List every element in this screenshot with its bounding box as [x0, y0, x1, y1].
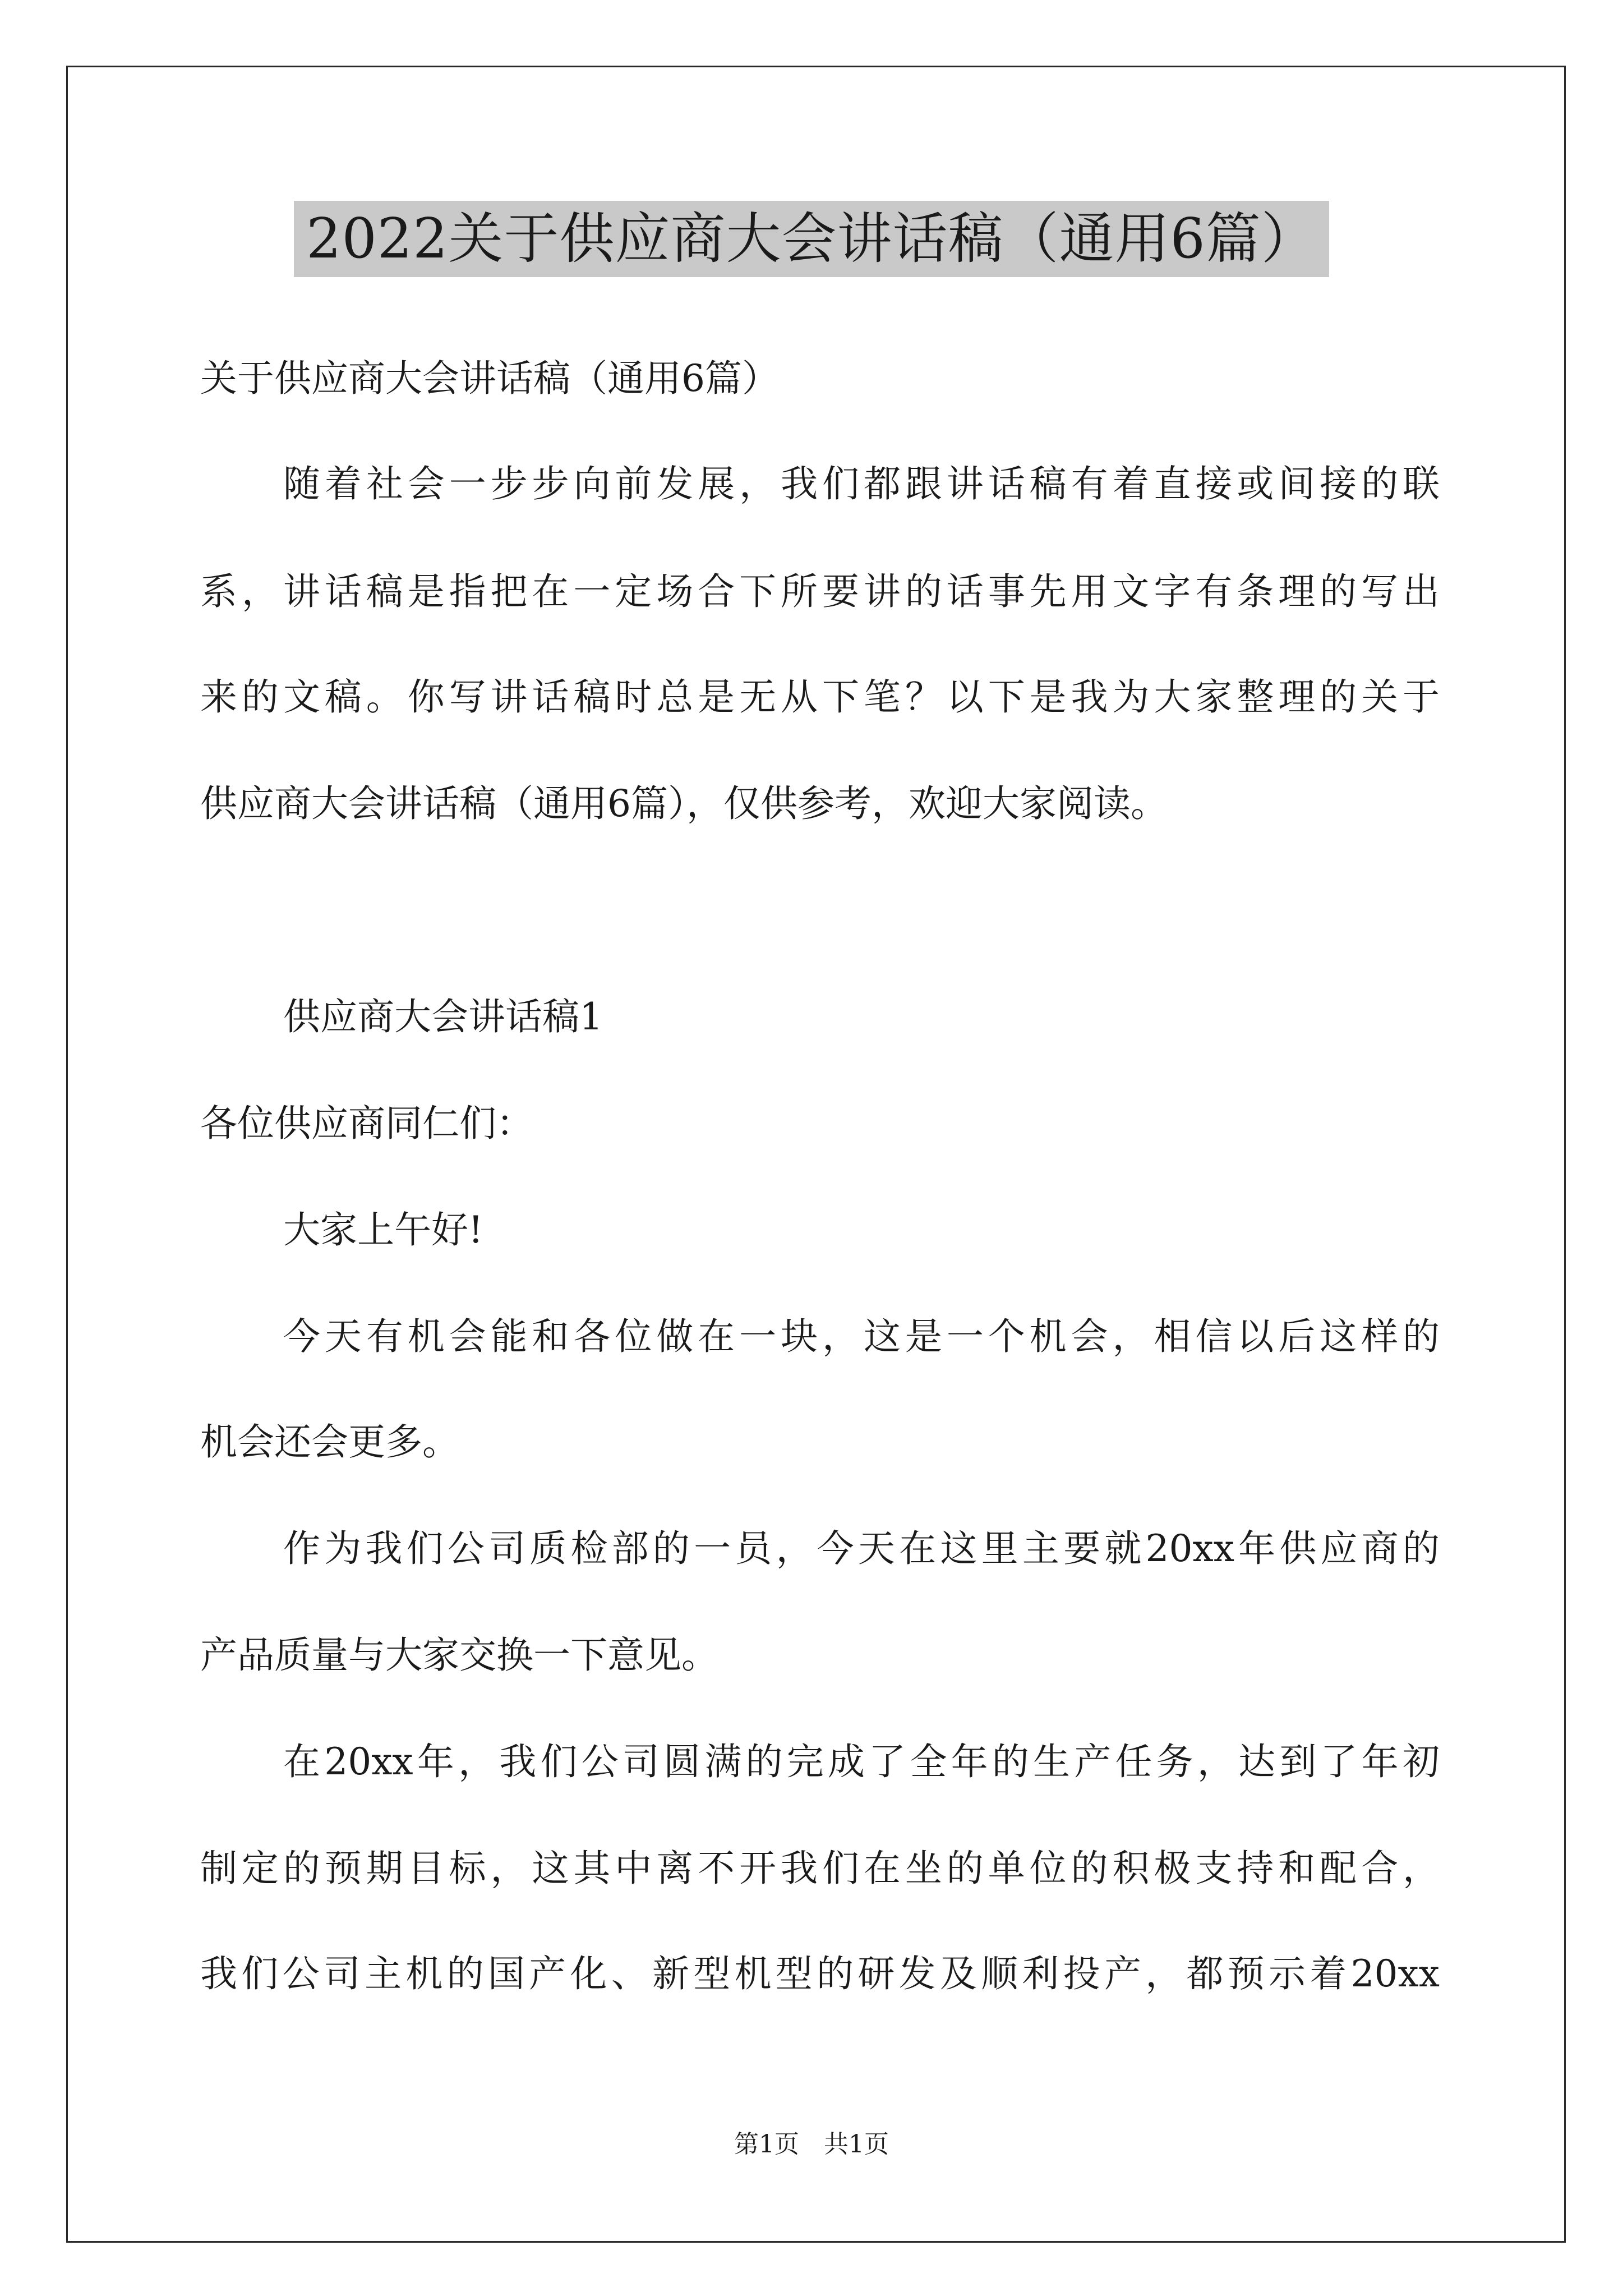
paragraph-line: 机会还会更多。 [200, 1420, 459, 1464]
intro-line: 系，讲话稿是指把在一定场合下所要讲的话事先用文字有条理的写出 [200, 570, 1440, 613]
document-title: 2022关于供应商大会讲话稿（通用6篇） [294, 201, 1329, 277]
intro-line: 来的文稿。你写讲话稿时总是无从下笔？以下是我为大家整理的关于 [200, 675, 1440, 719]
paragraph-line: 在20xx年，我们公司圆满的完成了全年的生产任务，达到了年初 [283, 1740, 1440, 1783]
intro-line: 随着社会一步步向前发展，我们都跟讲话稿有着直接或间接的联 [283, 462, 1440, 505]
document-subtitle: 关于供应商大会讲话稿（通用6篇） [200, 357, 779, 400]
paragraph-line: 产品质量与大家交换一下意见。 [200, 1634, 718, 1677]
paragraph-line: 我们公司主机的国产化、新型机型的研发及顺利投产，都预示着20xx [200, 1952, 1440, 1995]
section-heading: 供应商大会讲话稿1 [283, 995, 603, 1038]
paragraph-line: 今天有机会能和各位做在一块，这是一个机会，相信以后这样的 [283, 1315, 1440, 1358]
paragraph-line: 作为我们公司质检部的一员，今天在这里主要就20xx年供应商的 [283, 1527, 1440, 1570]
intro-line: 供应商大会讲话稿（通用6篇），仅供参考，欢迎大家阅读。 [200, 782, 1168, 825]
salutation: 各位供应商同仁们： [200, 1102, 533, 1145]
title-container [0, 201, 1623, 277]
greeting: 大家上午好! [283, 1208, 483, 1251]
paragraph-line: 制定的预期目标，这其中离不开我们在坐的单位的积极支持和配合， [200, 1847, 1440, 1890]
page-footer: 第1页 共1页 [734, 2130, 889, 2159]
